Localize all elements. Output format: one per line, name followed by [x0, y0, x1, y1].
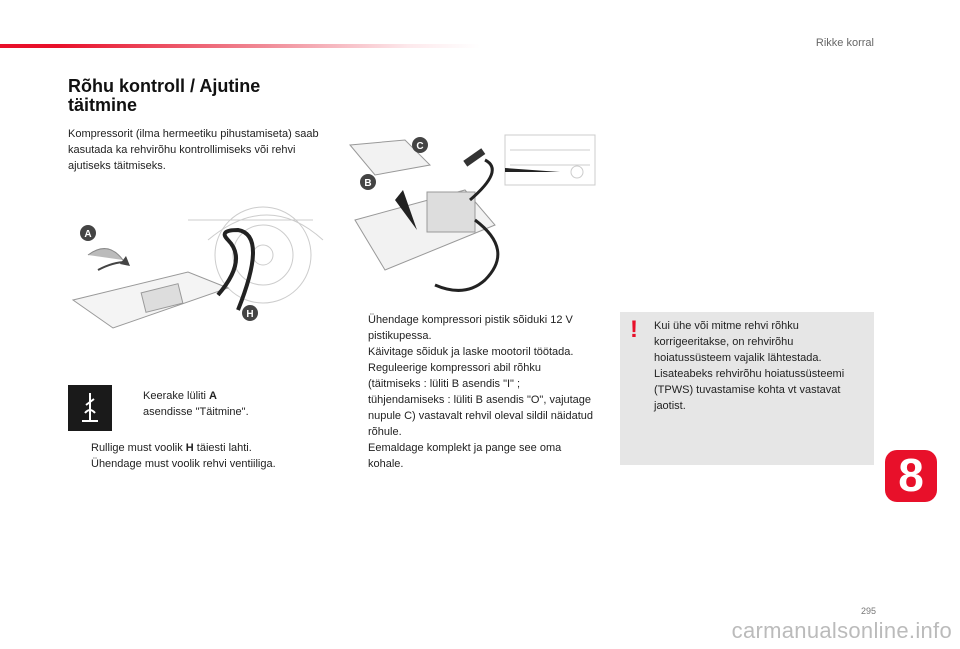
list-item: Rullige must voolik H täiesti lahti. [91, 442, 252, 454]
section-title: Rikke korral [815, 37, 874, 49]
svg-text:C: C [416, 141, 424, 152]
compressor-socket-illustration [345, 130, 600, 298]
exclamation-icon: ! [630, 316, 638, 343]
label-b [360, 174, 376, 190]
svg-text:A: A [84, 229, 92, 240]
list-item: Reguleerige kompressori abil rõhku (täitmiseks : lüliti B asendis "I" ; tühjendamiseks : lüliti B asendis "O", vajutage nupule C) vastavalt rehvil oleval sildil näidatud rõhule. [368, 362, 594, 438]
step-connect-list [345, 312, 595, 472]
label-c [412, 137, 428, 153]
list-item: Ühendage must voolik rehvi ventiiliga. [91, 458, 276, 470]
page-number: 295 [860, 606, 876, 616]
step-hose-list [68, 440, 338, 472]
warning-box [620, 312, 874, 465]
list-item: Käivitage sõiduk ja laske mootoril töötada. [368, 346, 574, 358]
intro-text: Kompressorit (ilma hermeetiku pihustamiseta) saab kasutada ka rehvirõhu kontrollimiseks või rehvi ajutiseks täitmiseks. [68, 128, 319, 172]
svg-text:B: B [364, 178, 372, 189]
label-h [242, 305, 258, 321]
header-accent-bar [0, 44, 480, 48]
page-title: Rõhu kontroll / Ajutine täitmine [68, 76, 261, 115]
chapter-badge: 8 [885, 450, 937, 502]
label-a [80, 225, 96, 241]
switch-position-icon [68, 385, 112, 431]
warning-text: Kui ühe või mitme rehvi rõhku korrigeeritakse, on rehvirõhu hoiatussüsteem vajalik lähtestada. Lisateabeks rehvirõhu hoiatussüsteemi (TPWS) tuvastamise kohta vt vastavat jaotist. [654, 320, 845, 412]
compressor-wheel-illustration [68, 200, 330, 350]
list-item: Ühendage kompressori pistik sõiduki 12 V pistikupessa. [368, 314, 573, 342]
step-switch-a [120, 388, 280, 420]
watermark: carmanualsonline.info [731, 618, 952, 643]
svg-text:H: H [246, 309, 254, 320]
list-item: Eemaldage komplekt ja pange see oma kohale. [368, 442, 562, 470]
list-item: Keerake lüliti A asendisse "Täitmine". [143, 390, 249, 418]
